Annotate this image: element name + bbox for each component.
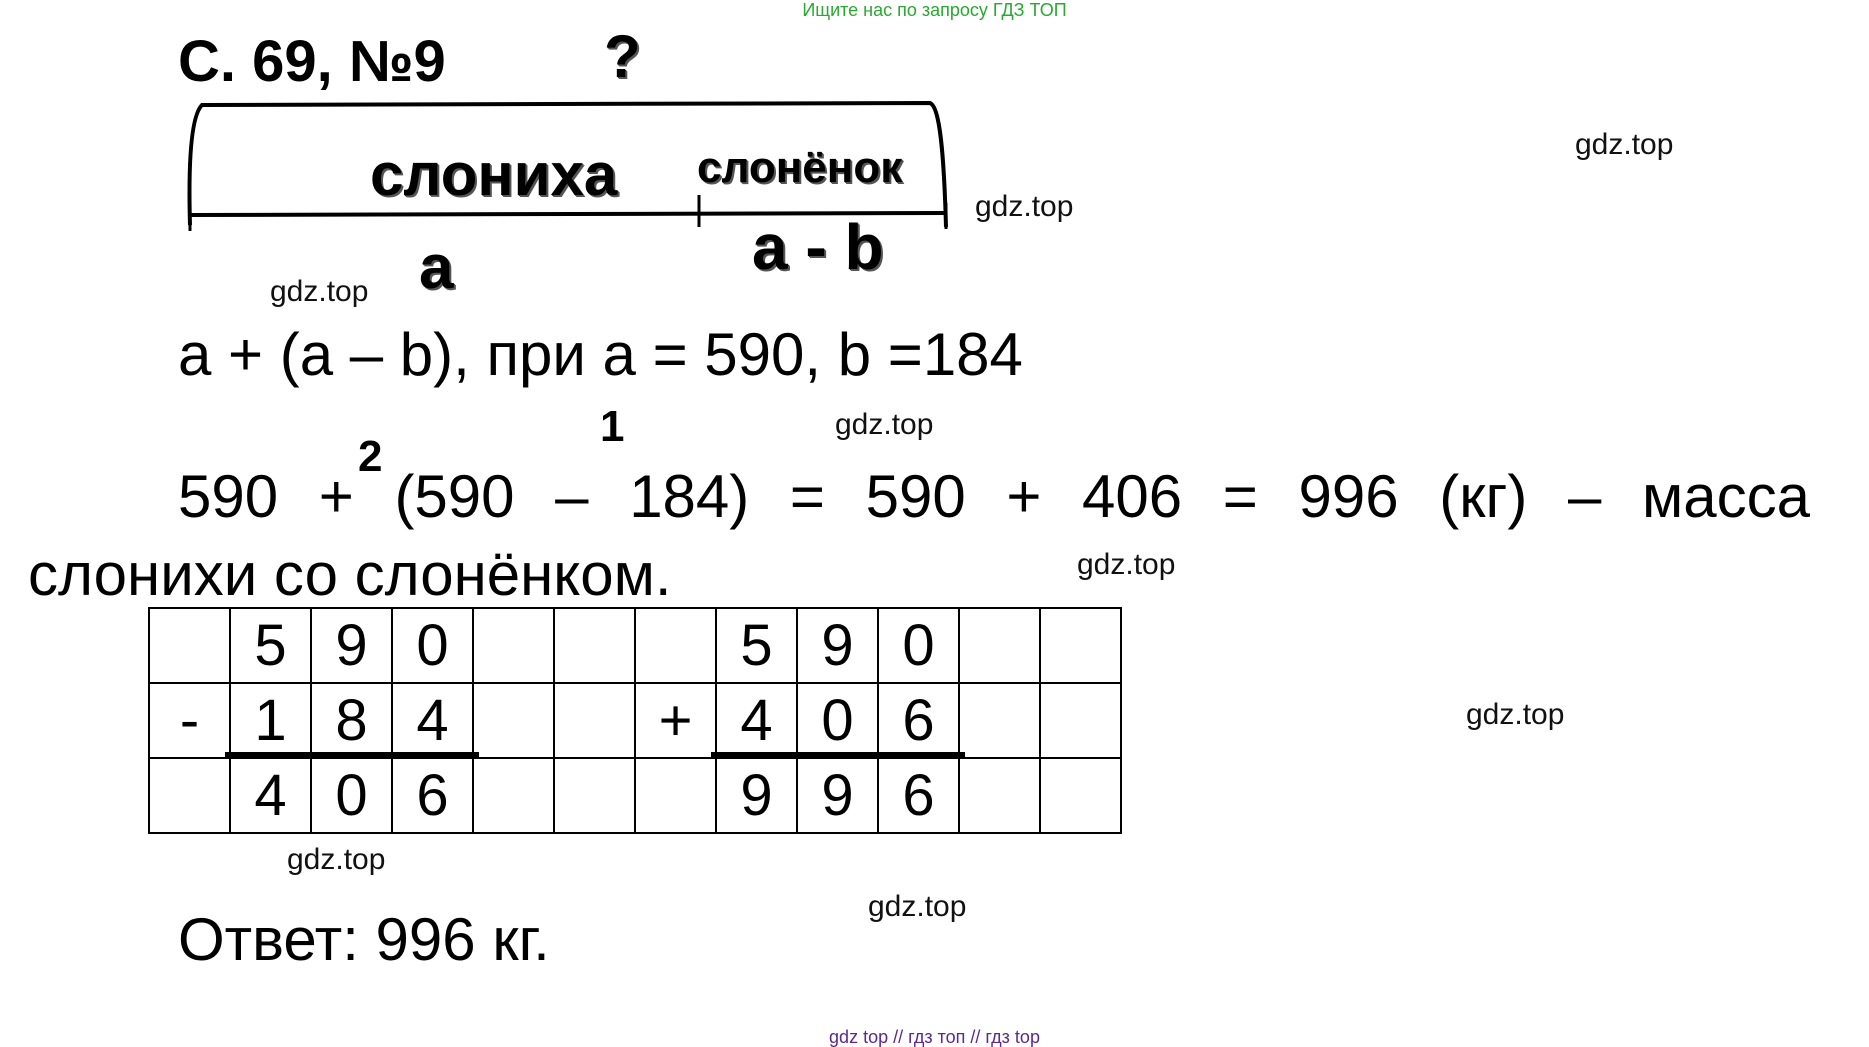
grid-cell: 0 [878, 608, 959, 683]
grid-row [149, 758, 1121, 833]
grid-cell [554, 758, 635, 833]
grid-cell [554, 608, 635, 683]
grid-cell: 6 [878, 683, 959, 758]
answer: Ответ: 996 кг. [178, 906, 550, 973]
watermark: gdz.top [835, 408, 934, 441]
expression: a + (a – b), при a = 590, b =184 [178, 321, 1023, 388]
grid-cell [473, 608, 554, 683]
watermark: gdz.top [975, 190, 1074, 223]
grid-cell: 4 [230, 758, 311, 833]
solution-token: = [1222, 463, 1258, 530]
grid-cell [1040, 758, 1121, 833]
grid-cell: 6 [392, 758, 473, 833]
solution-token: + [1006, 463, 1042, 530]
solution-token: 184) [629, 463, 750, 530]
grid-cell: 9 [716, 758, 797, 833]
grid-cell: 8 [311, 683, 392, 758]
grid-cell [959, 608, 1040, 683]
solution-token: + [318, 463, 354, 530]
solution-token: = [789, 463, 825, 530]
grid-cell: - [149, 683, 230, 758]
segment-label-a: a [419, 233, 454, 302]
grid-row [149, 608, 1121, 683]
task-title: С. 69, №9 [178, 29, 446, 94]
solution-token: масса [1642, 463, 1810, 530]
watermark: gdz.top [868, 890, 967, 923]
grid-cell: 5 [230, 608, 311, 683]
grid-cell: + [635, 683, 716, 758]
grid-cell [635, 758, 716, 833]
solution-token: 590 [865, 463, 966, 530]
grid-row [149, 683, 1121, 758]
footer-links[interactable]: gdz top // гдз топ // гдз top [829, 1027, 1040, 1047]
solution-line-1 [178, 462, 1810, 531]
grid-cell: 1 [230, 683, 311, 758]
solution-token: – [1567, 463, 1602, 530]
watermark: gdz.top [1575, 128, 1674, 161]
grid-cell: 9 [311, 608, 392, 683]
question-mark: ? [604, 23, 641, 90]
grid-cell [959, 758, 1040, 833]
grid-cell: 5 [716, 608, 797, 683]
watermark: gdz.top [287, 843, 386, 876]
order-mark-2: 2 [358, 432, 383, 481]
search-hint-banner[interactable]: Ищите нас по запросу ГДЗ ТОП [802, 0, 1067, 20]
solution-line-2: слонихи со слонёнком. [28, 541, 672, 608]
segment-label-elephant: слониха [370, 141, 618, 208]
grid-cell: 6 [878, 758, 959, 833]
grid-cell: 9 [797, 758, 878, 833]
grid-cell [635, 608, 716, 683]
solution-token: 590 [178, 463, 279, 530]
grid-cell: 4 [716, 683, 797, 758]
addition-result-line [711, 752, 965, 758]
grid-cell: 0 [797, 683, 878, 758]
segment-label-calf: слонёнок [697, 143, 903, 192]
grid-cell [473, 683, 554, 758]
watermark: gdz.top [1466, 698, 1565, 731]
column-calculation-grid [148, 607, 1122, 834]
order-mark-1: 1 [600, 402, 625, 451]
segment-label-a-minus-b: a - b [752, 211, 884, 283]
watermark: gdz.top [1077, 548, 1176, 581]
solution-token: (кг) [1439, 463, 1528, 530]
watermark: gdz.top [270, 275, 369, 308]
grid-cell [473, 758, 554, 833]
grid-cell: 9 [797, 608, 878, 683]
grid-cell [149, 758, 230, 833]
grid-cell [959, 683, 1040, 758]
grid-cell: 4 [392, 683, 473, 758]
grid-cell: 0 [311, 758, 392, 833]
solution-token: 996 [1298, 463, 1399, 530]
solution-token: (590 [394, 463, 515, 530]
grid-cell: 0 [392, 608, 473, 683]
grid-cell [1040, 608, 1121, 683]
subtraction-result-line [225, 752, 479, 758]
grid-cell [1040, 683, 1121, 758]
grid-cell [554, 683, 635, 758]
solution-token: 406 [1082, 463, 1183, 530]
grid-cell [149, 608, 230, 683]
solution-token: – [555, 463, 589, 530]
